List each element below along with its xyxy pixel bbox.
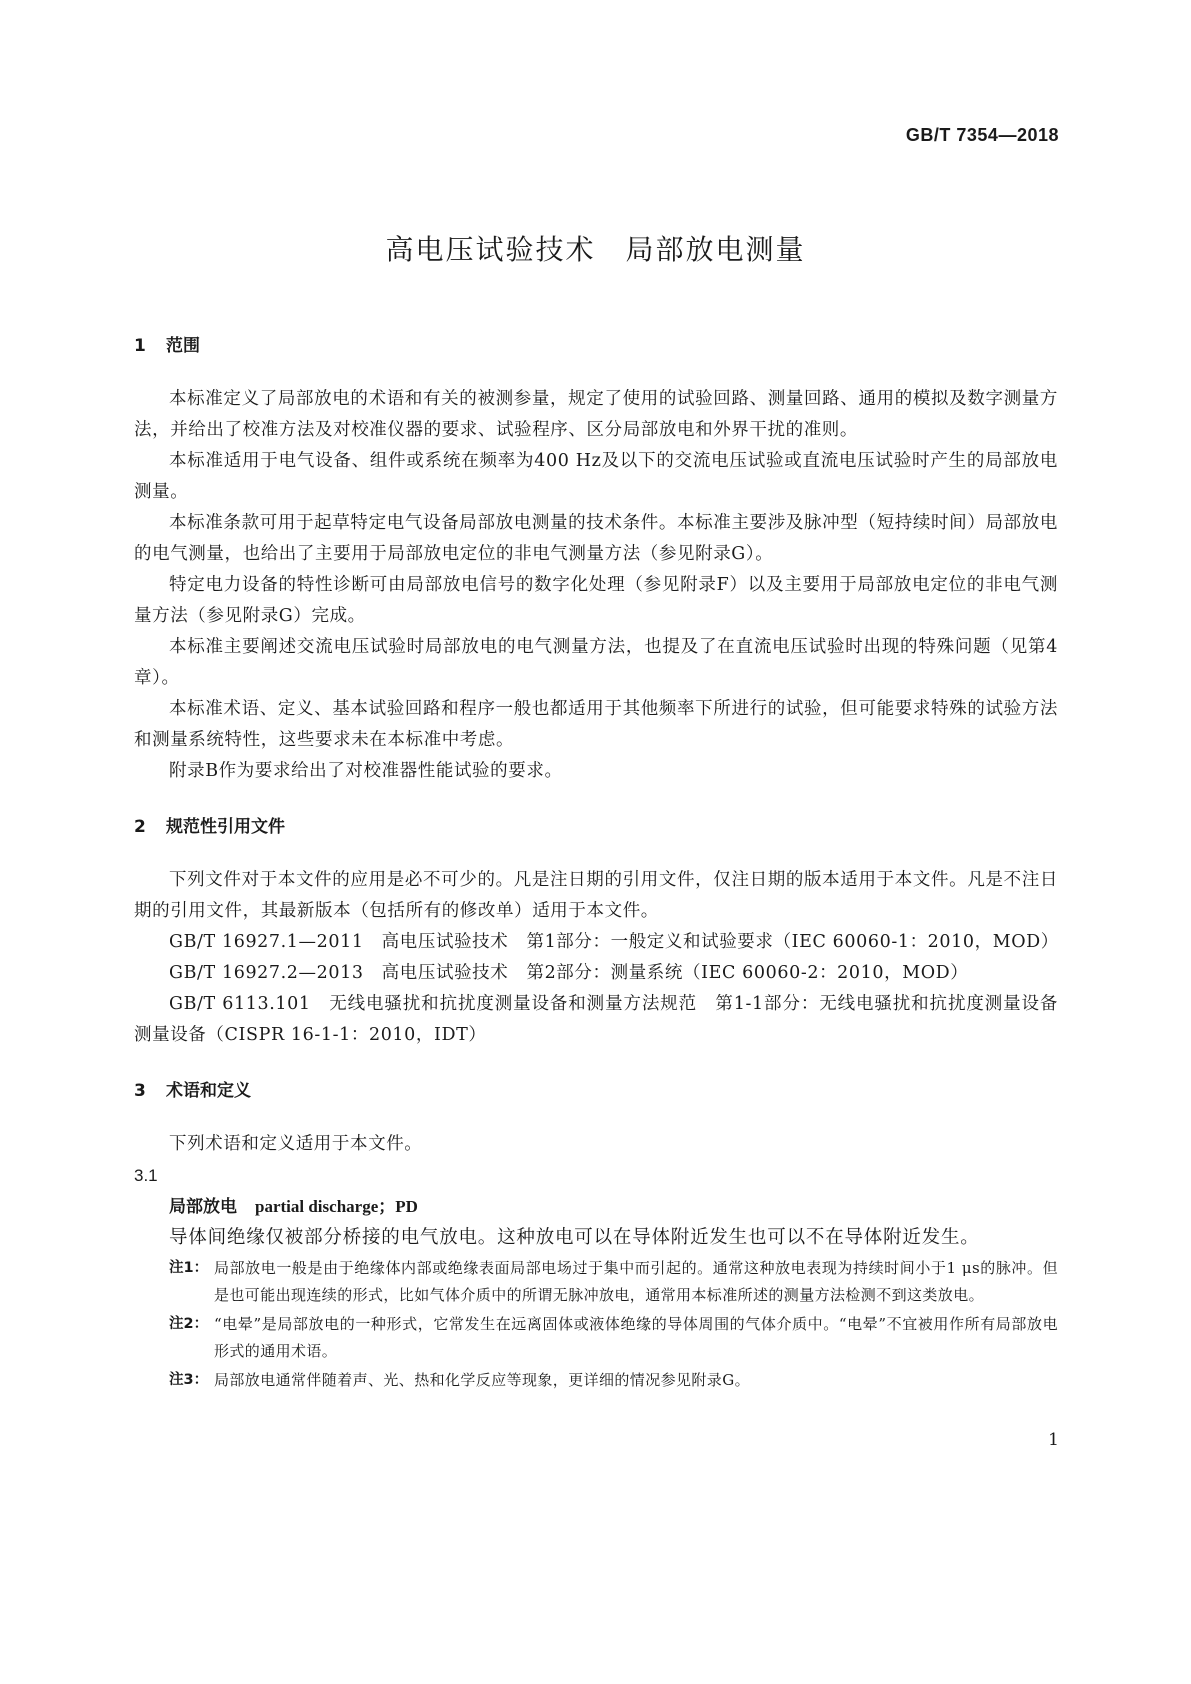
section-title: 范围 (166, 336, 200, 356)
note-label: 注1： (169, 1260, 209, 1276)
document-title: 高电压试验技术 局部放电测量 (385, 233, 806, 266)
scope-paragraph: 本标准定义了局部放电的术语和有关的被测参量，规定了使用的试验回路、测量回路、通用的模拟及数字测量方法，并给出了校准方法及对校准仪器的要求、试验程序、区分局部放电和外界干扰的准则。 (134, 389, 1058, 440)
note-text: 局部放电通常伴随着声、光、热和化学反应等现象，更详细的情况参见附录G。 (214, 1371, 750, 1389)
clause-number: 3.1 (134, 1166, 158, 1185)
section-number: 3 (134, 1081, 146, 1101)
note-text: 局部放电一般是由于绝缘体内部或绝缘表面局部电场过于集中而引起的。通常这种放电表现为持续时间小于1 μs的脉冲。但是也可能出现连续的形式，比如气体介质中的所谓无脉冲放电，通常用本标准所述的测量方法检测不到这类放电。 (214, 1259, 1058, 1304)
term-entry (134, 1191, 1058, 1222)
scope-paragraph: 特定电力设备的特性诊断可由局部放电信号的数字化处理（参见附录F）以及主要用于局部放电定位的非电气测量方法（参见附录G）完成。 (134, 575, 1058, 626)
page-number: 1 (1048, 1430, 1059, 1450)
standard-code: GB/T 7354—2018 (905, 125, 1059, 145)
scope-paragraph: 附录B作为要求给出了对校准器性能试验的要求。 (169, 761, 563, 781)
section-heading-scope (134, 332, 1058, 360)
section-heading-normative-references (134, 813, 1058, 841)
note-label: 注2： (169, 1316, 209, 1332)
document-body (134, 332, 1077, 1394)
note (134, 1255, 1058, 1309)
scope-paragraph: 本标准适用于电气设备、组件或系统在频率为400 Hz及以下的交流电压试验或直流电压试验时产生的局部放电测量。 (134, 451, 1058, 502)
section-title: 规范性引用文件 (166, 817, 285, 837)
section-heading-terms (134, 1077, 1058, 1105)
section-title: 术语和定义 (166, 1081, 251, 1101)
term-chinese: 局部放电 (169, 1197, 237, 1217)
normative-refs-paragraph: 下列文件对于本文件的应用是必不可少的。凡是注日期的引用文件，仅注日期的版本适用于本文件。凡是不注日期的引用文件，其最新版本（包括所有的修改单）适用于本文件。 (134, 870, 1058, 921)
note (134, 1311, 1058, 1365)
scope-paragraph: 本标准主要阐述交流电压试验时局部放电的电气测量方法，也提及了在直流电压试验时出现的特殊问题（见第4章）。 (134, 637, 1058, 688)
term-definition: 导体间绝缘仅被部分桥接的电气放电。这种放电可以在导体附近发生也可以不在导体附近发生。 (169, 1227, 980, 1248)
scope-paragraph: 本标准条款可用于起草特定电气设备局部放电测量的技术条件。本标准主要涉及脉冲型（短持续时间）局部放电的电气测量，也给出了主要用于局部放电定位的非电气测量方法（参见附录G）。 (134, 513, 1058, 564)
note-text: “电晕”是局部放电的一种形式，它常发生在远离固体或液体绝缘的导体周围的气体介质中。“电晕”不宜被用作所有局部放电形式的通用术语。 (214, 1315, 1058, 1360)
reference-entry: GB/T 6113.101 无线电骚扰和抗扰度测量设备和测量方法规范 第1-1部分：无线电骚扰和抗扰度测量设备 测量设备（CISPR 16-1-1：2010，IDT） (134, 994, 1077, 1045)
note (134, 1367, 1058, 1394)
terms-intro: 下列术语和定义适用于本文件。 (169, 1134, 423, 1154)
section-number: 1 (134, 336, 146, 356)
section-number: 2 (134, 817, 146, 837)
scope-paragraph: 本标准术语、定义、基本试验回路和程序一般也都适用于其他频率下所进行的试验，但可能要求特殊的试验方法和测量系统特性，这些要求未在本标准中考虑。 (134, 699, 1058, 750)
note-label: 注3： (169, 1372, 209, 1388)
reference-entry: GB/T 16927.1—2011 高电压试验技术 第1部分：一般定义和试验要求（IEC 60060-1：2010，MOD） (169, 932, 1059, 952)
term-english: partial discharge；PD (255, 1197, 418, 1216)
reference-entry: GB/T 16927.2—2013 高电压试验技术 第2部分：测量系统（IEC 60060-2：2010，MOD） (169, 963, 969, 983)
